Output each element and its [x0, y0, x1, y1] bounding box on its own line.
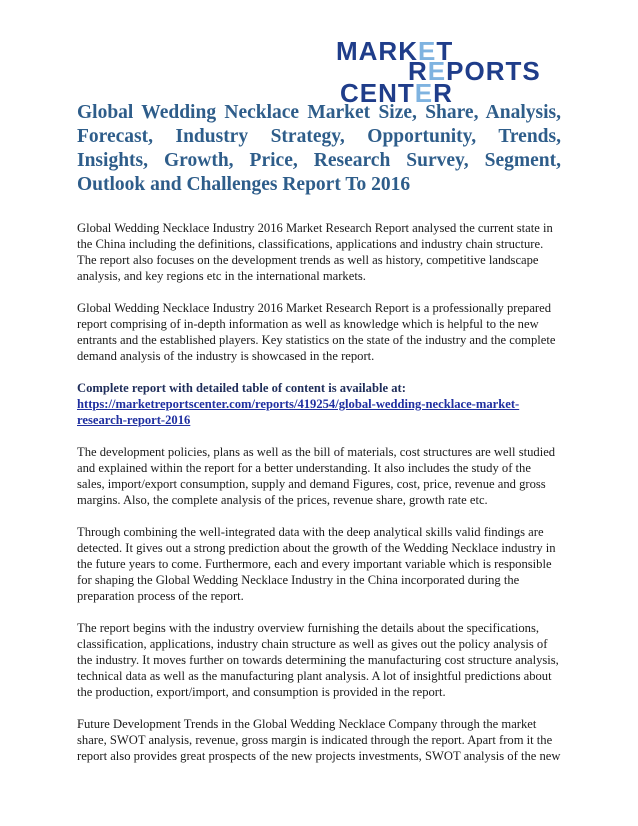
logo-line-1: MARKET [336, 36, 454, 66]
cta-block [77, 380, 561, 428]
logo-line-3: CENTER [340, 78, 453, 108]
brand-logo [330, 32, 560, 108]
logo-line-2: REPORTS [408, 56, 541, 86]
cta-label: Complete report with detailed table of content is available at: [77, 381, 406, 395]
body-paragraph-1: The development policies, plans as well as the bill of materials, cost structures are well studied and explained within the report for a better understanding. It also includes the study of the sales, import/export consumption, supply and demand Figures, cost, price, revenue and gross margins. Also, the complete analysis of the prices, revenue share, growth rate etc. [77, 445, 556, 507]
body-paragraph-2: Through combining the well-integrated data with the deep analytical skills valid findings are detected. It gives out a strong prediction about the growth of the Wedding Necklace industry in the future years to come. Furthermore, each and every important variable which is responsible for shaping the Global Wedding Necklace Industry in the China incorporated during the preparation process of the report. [77, 525, 556, 603]
intro-paragraph-1: Global Wedding Necklace Industry 2016 Market Research Report analysed the current state in the China including the definitions, classifications, applications and industry chain structure. The report also focuses on the development trends as well as history, competitive landscape analysis, and key regions etc in the international markets. [77, 221, 553, 283]
report-link[interactable]: https://marketreportscenter.com/reports/419254/global-wedding-necklace-market-research-report-2016 [77, 397, 520, 427]
intro-paragraph-2: Global Wedding Necklace Industry 2016 Market Research Report is a professionally prepared report comprising of in-depth information as well as knowledge which is helpful to the new entrants and the established players. Key statistics on the state of the industry and the complete demand analysis of the industry is showcased in the report. [77, 301, 556, 363]
body-paragraph-4: Future Development Trends in the Global Wedding Necklace Company through the market share, SWOT analysis, revenue, gross margin is indicated through the report. Apart from it the report also provides great prospects of the new projects investments, SWOT analysis of the new [77, 717, 561, 763]
body-paragraph-3: The report begins with the industry overview furnishing the details about the specifications, classification, applications, industry chain structure as well as gives out the policy analysis of the industry. It moves further on towards determining the manufacturing cost structure analysis, technical data as well as the manufacturing plant analysis. A lot of insightful predictions about the production, export/import, and consumption is provided in the report. [77, 621, 559, 699]
report-body [77, 220, 561, 780]
report-title: Global Wedding Necklace Market Size, Share, Analysis, Forecast, Industry Strategy, Opportunity, Trends, Insights, Growth, Price, Research Survey, Segment, Outlook and Challenges Report To 2016 [77, 102, 561, 195]
